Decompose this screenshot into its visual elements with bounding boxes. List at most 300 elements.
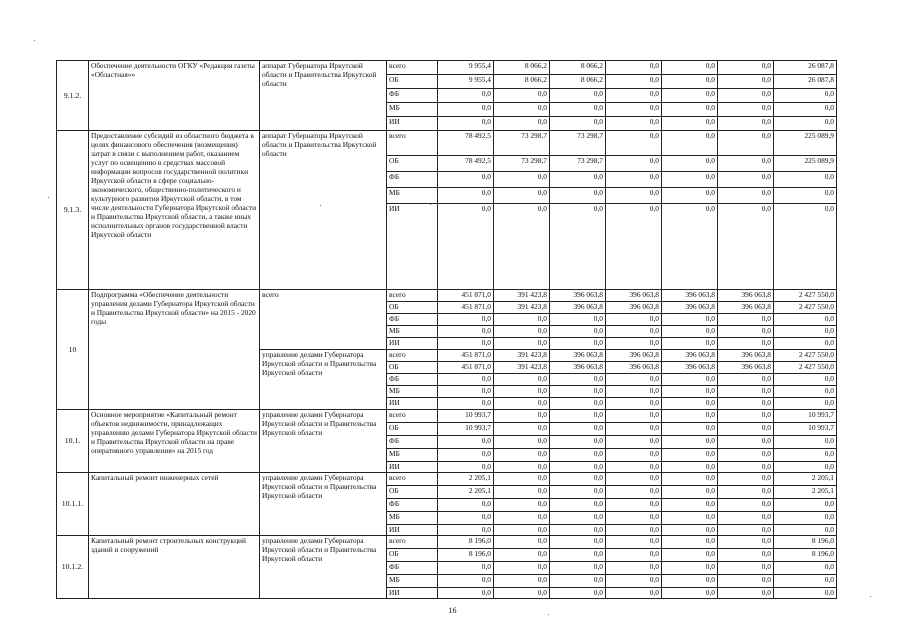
funding-source-cell: ФБ [387,499,438,512]
funding-source-cell: ОБ [387,302,438,314]
total-value-cell: 0,0 [774,314,837,326]
year-value-cell: 0,0 [662,462,718,473]
year-value-cell: 0,0 [606,549,662,562]
executor-cell: управление делами Губернатора Иркутской области и Правительства Иркутской области [260,536,387,599]
table-row [57,131,837,156]
year-value-cell: 0,0 [718,499,774,512]
total-value-cell: 0,0 [774,462,837,473]
year-value-cell: 0,0 [438,326,494,338]
row-code-cell: 9.1.3. [57,131,89,290]
year-value-cell: 0,0 [550,314,606,326]
year-value-cell: 0,0 [662,410,718,423]
year-value-cell: 0,0 [718,188,774,204]
year-value-cell: 0,0 [718,410,774,423]
year-value-cell: 0,0 [662,156,718,172]
year-value-cell: 0,0 [494,374,550,386]
funding-source-cell: МБ [387,188,438,204]
table-row [57,290,837,302]
year-value-cell: 0,0 [606,562,662,575]
year-value-cell: 0,0 [494,314,550,326]
row-name-cell: Подпрограмма «Обеспечение деятельности управления делами Губернатора Иркутской области и Правительства Иркутской области» на 2015 - 2020 годы [89,290,260,410]
year-value-cell: 0,0 [662,575,718,588]
total-value-cell: 0,0 [774,499,837,512]
year-value-cell: 0,0 [606,117,662,131]
row-code-cell: 10 [57,290,89,410]
funding-source-cell: всего [387,350,438,362]
year-value-cell: 0,0 [438,588,494,599]
year-value-cell: 396 063,8 [662,362,718,374]
page-number: 16 [448,606,457,615]
funding-source-cell: всего [387,410,438,423]
year-value-cell: 0,0 [662,473,718,486]
total-value-cell: 0,0 [774,436,837,449]
year-value-cell: 0,0 [718,172,774,188]
year-value-cell: 10 993,7 [438,410,494,423]
budget-table [56,60,837,599]
funding-source-cell: всего [387,131,438,156]
year-value-cell: 10 993,7 [438,423,494,436]
year-value-cell: 78 492,5 [438,131,494,156]
year-value-cell: 0,0 [494,462,550,473]
total-value-cell: 0,0 [774,172,837,188]
total-value-cell: 225 089,9 [774,156,837,172]
total-value-cell: 0,0 [774,188,837,204]
year-value-cell: 0,0 [606,486,662,499]
year-value-cell: 0,0 [718,61,774,75]
year-value-cell: 0,0 [438,338,494,350]
year-value-cell: 0,0 [438,103,494,117]
year-value-cell: 0,0 [662,562,718,575]
total-value-cell: 2 427 550,0 [774,362,837,374]
year-value-cell: 73 298,7 [494,156,550,172]
year-value-cell: 0,0 [718,449,774,462]
year-value-cell: 0,0 [718,204,774,290]
funding-source-cell: ОБ [387,156,438,172]
year-value-cell: 0,0 [606,314,662,326]
total-value-cell: 0,0 [774,117,837,131]
year-value-cell: 0,0 [494,473,550,486]
year-value-cell: 0,0 [662,117,718,131]
year-value-cell: 0,0 [662,512,718,525]
year-value-cell: 0,0 [718,75,774,89]
year-value-cell: 0,0 [606,103,662,117]
year-value-cell: 0,0 [718,512,774,525]
total-value-cell: 2 427 550,0 [774,350,837,362]
year-value-cell: 0,0 [718,462,774,473]
year-value-cell: 0,0 [662,549,718,562]
year-value-cell: 391 423,8 [494,362,550,374]
year-value-cell: 0,0 [718,486,774,499]
year-value-cell: 0,0 [718,473,774,486]
year-value-cell: 0,0 [718,398,774,410]
year-value-cell: 0,0 [494,536,550,549]
year-value-cell: 0,0 [718,156,774,172]
year-value-cell: 0,0 [438,117,494,131]
total-value-cell: 0,0 [774,398,837,410]
year-value-cell: 0,0 [550,374,606,386]
year-value-cell: 0,0 [438,575,494,588]
year-value-cell: 396 063,8 [662,302,718,314]
year-value-cell: 0,0 [606,156,662,172]
table-row [57,473,837,486]
year-value-cell: 396 063,8 [606,302,662,314]
year-value-cell: 0,0 [550,549,606,562]
year-value-cell: 8 066,2 [494,75,550,89]
year-value-cell: 0,0 [718,103,774,117]
year-value-cell: 8 196,0 [438,536,494,549]
total-value-cell: 0,0 [774,512,837,525]
row-name-cell: Основное мероприятие «Капитальный ремонт объектов недвижимости, принадлежащих управлению делами Губернатора Иркутской области и Правительства Иркутской области на праве оперативного управления» на 2015 год [89,410,260,473]
row-name-cell: Обеспечение деятельности ОГКУ «Редакция газеты «Областная»» [89,61,260,131]
year-value-cell: 396 063,8 [718,290,774,302]
funding-source-cell: всего [387,536,438,549]
year-value-cell: 0,0 [438,398,494,410]
year-value-cell: 0,0 [606,374,662,386]
total-value-cell: 0,0 [774,89,837,103]
year-value-cell: 0,0 [438,188,494,204]
year-value-cell: 396 063,8 [550,290,606,302]
year-value-cell: 2 205,1 [438,486,494,499]
funding-source-cell: всего [387,290,438,302]
year-value-cell: 0,0 [494,386,550,398]
total-value-cell: 10 993,7 [774,410,837,423]
year-value-cell: 0,0 [662,103,718,117]
table-row [57,536,837,549]
total-value-cell: 0,0 [774,338,837,350]
scan-speck [430,204,431,205]
year-value-cell: 0,0 [494,188,550,204]
year-value-cell: 0,0 [550,326,606,338]
year-value-cell: 396 063,8 [662,350,718,362]
year-value-cell: 0,0 [550,172,606,188]
year-value-cell: 0,0 [606,131,662,156]
year-value-cell: 0,0 [662,386,718,398]
total-value-cell: 0,0 [774,525,837,536]
funding-source-cell: ИИ [387,338,438,350]
total-value-cell: 0,0 [774,449,837,462]
year-value-cell: 0,0 [662,423,718,436]
year-value-cell: 0,0 [438,525,494,536]
year-value-cell: 451 871,0 [438,350,494,362]
year-value-cell: 0,0 [550,575,606,588]
funding-source-cell: ИИ [387,588,438,599]
year-value-cell: 0,0 [662,89,718,103]
year-value-cell: 0,0 [494,89,550,103]
year-value-cell: 0,0 [494,410,550,423]
year-value-cell: 9 955,4 [438,61,494,75]
year-value-cell: 0,0 [662,398,718,410]
row-code-cell: 10.1.1. [57,473,89,536]
year-value-cell: 391 423,8 [494,302,550,314]
funding-source-cell: МБ [387,386,438,398]
total-value-cell: 26 087,8 [774,61,837,75]
row-code-cell: 10.1. [57,410,89,473]
executor-cell: управление делами Губернатора Иркутской области и Правительства Иркутской области [260,473,387,536]
scan-speck [34,40,35,41]
year-value-cell: 0,0 [662,486,718,499]
row-code-cell: 10.1.2. [57,536,89,599]
year-value-cell: 0,0 [438,374,494,386]
year-value-cell: 0,0 [494,103,550,117]
funding-source-cell: ОБ [387,423,438,436]
funding-source-cell: всего [387,473,438,486]
year-value-cell: 0,0 [606,525,662,536]
year-value-cell: 0,0 [662,499,718,512]
year-value-cell: 0,0 [494,338,550,350]
year-value-cell: 0,0 [718,386,774,398]
year-value-cell: 396 063,8 [718,362,774,374]
year-value-cell: 0,0 [494,117,550,131]
year-value-cell: 396 063,8 [606,350,662,362]
row-name-cell: Предоставление субсидий из областного бюджета в целях финансового обеспечения (возмещения) затрат в связи с выполнением работ, оказанием услуг по освещению в средствах массовой информации вопросов государственной политики Иркутской области в сфере социально-экономического, общественно-политического и культурного развития Иркутской области, в том числе деятельности Губернатора Иркутской области и Правительства Иркутской области, а также иных исполнительных органов государственной власти Иркутской области [89,131,260,290]
year-value-cell: 0,0 [606,423,662,436]
year-value-cell: 0,0 [494,575,550,588]
year-value-cell: 0,0 [550,423,606,436]
year-value-cell: 0,0 [494,436,550,449]
year-value-cell: 8 196,0 [438,549,494,562]
year-value-cell: 0,0 [718,131,774,156]
year-value-cell: 0,0 [718,436,774,449]
year-value-cell: 0,0 [438,512,494,525]
year-value-cell: 0,0 [550,386,606,398]
funding-source-cell: ОБ [387,486,438,499]
year-value-cell: 396 063,8 [550,362,606,374]
year-value-cell: 9 955,4 [438,75,494,89]
year-value-cell: 73 298,7 [550,131,606,156]
year-value-cell: 0,0 [606,462,662,473]
year-value-cell: 0,0 [550,562,606,575]
year-value-cell: 0,0 [494,588,550,599]
year-value-cell: 73 298,7 [494,131,550,156]
year-value-cell: 0,0 [718,588,774,599]
year-value-cell: 0,0 [494,449,550,462]
year-value-cell: 0,0 [606,436,662,449]
year-value-cell: 0,0 [550,499,606,512]
year-value-cell: 0,0 [438,314,494,326]
year-value-cell: 396 063,8 [662,290,718,302]
year-value-cell: 2 205,1 [438,473,494,486]
year-value-cell: 451 871,0 [438,302,494,314]
funding-source-cell: ФБ [387,436,438,449]
funding-source-cell: ФБ [387,89,438,103]
year-value-cell: 0,0 [662,172,718,188]
year-value-cell: 0,0 [718,117,774,131]
year-value-cell: 0,0 [718,549,774,562]
year-value-cell: 0,0 [718,326,774,338]
year-value-cell: 0,0 [438,449,494,462]
funding-source-cell: ИИ [387,398,438,410]
year-value-cell: 0,0 [438,204,494,290]
scan-speck [320,205,321,206]
year-value-cell: 0,0 [550,486,606,499]
year-value-cell: 0,0 [718,575,774,588]
row-code-cell: 9.1.2. [57,61,89,131]
year-value-cell: 0,0 [718,314,774,326]
funding-source-cell: ФБ [387,562,438,575]
year-value-cell: 0,0 [438,562,494,575]
year-value-cell: 0,0 [718,562,774,575]
year-value-cell: 0,0 [494,525,550,536]
executor-cell: аппарат Губернатора Иркутской области и Правительства Иркутской области [260,61,387,131]
year-value-cell: 0,0 [662,314,718,326]
funding-source-cell: ОБ [387,75,438,89]
funding-source-cell: ОБ [387,362,438,374]
year-value-cell: 0,0 [550,588,606,599]
total-value-cell: 2 205,1 [774,473,837,486]
total-value-cell: 0,0 [774,326,837,338]
year-value-cell: 0,0 [662,204,718,290]
year-value-cell: 0,0 [606,204,662,290]
total-value-cell: 0,0 [774,204,837,290]
year-value-cell: 0,0 [438,462,494,473]
funding-source-cell: ИИ [387,462,438,473]
funding-source-cell: МБ [387,449,438,462]
total-value-cell: 225 089,9 [774,131,837,156]
year-value-cell: 0,0 [438,172,494,188]
year-value-cell: 0,0 [662,61,718,75]
year-value-cell: 396 063,8 [718,302,774,314]
year-value-cell: 73 298,7 [550,156,606,172]
year-value-cell: 0,0 [438,89,494,103]
funding-source-cell: МБ [387,103,438,117]
year-value-cell: 0,0 [606,75,662,89]
year-value-cell: 0,0 [606,410,662,423]
funding-source-cell: МБ [387,512,438,525]
year-value-cell: 0,0 [494,512,550,525]
year-value-cell: 0,0 [662,131,718,156]
executor-cell: управление делами Губернатора Иркутской области и Правительства Иркутской области [260,350,387,410]
funding-source-cell: всего [387,61,438,75]
year-value-cell: 0,0 [718,374,774,386]
year-value-cell: 0,0 [606,188,662,204]
year-value-cell: 0,0 [494,486,550,499]
total-value-cell: 0,0 [774,103,837,117]
year-value-cell: 0,0 [550,89,606,103]
year-value-cell: 0,0 [550,204,606,290]
year-value-cell: 0,0 [494,172,550,188]
year-value-cell: 0,0 [550,398,606,410]
year-value-cell: 0,0 [550,525,606,536]
year-value-cell: 0,0 [662,188,718,204]
year-value-cell: 0,0 [550,117,606,131]
funding-source-cell: ФБ [387,172,438,188]
funding-source-cell: МБ [387,326,438,338]
year-value-cell: 0,0 [494,499,550,512]
year-value-cell: 0,0 [662,436,718,449]
year-value-cell: 396 063,8 [718,350,774,362]
year-value-cell: 0,0 [662,75,718,89]
total-value-cell: 0,0 [774,575,837,588]
year-value-cell: 0,0 [718,423,774,436]
total-value-cell: 2 205,1 [774,486,837,499]
year-value-cell: 8 066,2 [494,61,550,75]
year-value-cell: 0,0 [438,499,494,512]
funding-source-cell: ИИ [387,117,438,131]
year-value-cell: 0,0 [550,410,606,423]
year-value-cell: 0,0 [606,338,662,350]
executor-cell: всего [260,290,387,350]
total-value-cell: 0,0 [774,562,837,575]
year-value-cell: 0,0 [606,588,662,599]
total-value-cell: 10 993,7 [774,423,837,436]
funding-source-cell: ФБ [387,314,438,326]
total-value-cell: 26 087,8 [774,75,837,89]
year-value-cell: 0,0 [550,449,606,462]
year-value-cell: 78 492,5 [438,156,494,172]
year-value-cell: 396 063,8 [606,362,662,374]
year-value-cell: 0,0 [606,512,662,525]
year-value-cell: 0,0 [494,562,550,575]
year-value-cell: 0,0 [606,449,662,462]
year-value-cell: 0,0 [606,89,662,103]
year-value-cell: 391 423,8 [494,290,550,302]
year-value-cell: 8 066,2 [550,75,606,89]
year-value-cell: 0,0 [662,449,718,462]
year-value-cell: 0,0 [606,326,662,338]
year-value-cell: 0,0 [718,338,774,350]
year-value-cell: 0,0 [550,462,606,473]
year-value-cell: 0,0 [550,473,606,486]
funding-source-cell: ФБ [387,374,438,386]
table-row [57,61,837,75]
year-value-cell: 0,0 [494,398,550,410]
year-value-cell: 451 871,0 [438,290,494,302]
year-value-cell: 0,0 [550,536,606,549]
funding-source-cell: ИИ [387,204,438,290]
year-value-cell: 8 066,2 [550,61,606,75]
total-value-cell: 8 196,0 [774,549,837,562]
year-value-cell: 0,0 [662,326,718,338]
total-value-cell: 0,0 [774,588,837,599]
table-row [57,410,837,423]
total-value-cell: 2 427 550,0 [774,302,837,314]
total-value-cell: 2 427 550,0 [774,290,837,302]
executor-cell: аппарат Губернатора Иркутской области и Правительства Иркутской области [260,131,387,290]
total-value-cell: 8 196,0 [774,536,837,549]
year-value-cell: 0,0 [550,188,606,204]
year-value-cell: 0,0 [606,473,662,486]
year-value-cell: 0,0 [494,326,550,338]
total-value-cell: 0,0 [774,386,837,398]
year-value-cell: 0,0 [662,374,718,386]
year-value-cell: 0,0 [438,436,494,449]
year-value-cell: 0,0 [494,204,550,290]
total-value-cell: 0,0 [774,374,837,386]
year-value-cell: 0,0 [550,512,606,525]
year-value-cell: 396 063,8 [550,302,606,314]
year-value-cell: 0,0 [662,588,718,599]
year-value-cell: 0,0 [550,436,606,449]
year-value-cell: 0,0 [718,89,774,103]
year-value-cell: 396 063,8 [550,350,606,362]
year-value-cell: 0,0 [494,549,550,562]
year-value-cell: 0,0 [606,61,662,75]
year-value-cell: 0,0 [606,575,662,588]
year-value-cell: 0,0 [606,172,662,188]
year-value-cell: 0,0 [662,525,718,536]
row-name-cell: Капитальный ремонт строительных конструкций зданий и сооружений [89,536,260,599]
scan-speck [548,614,549,615]
year-value-cell: 396 063,8 [606,290,662,302]
funding-source-cell: ОБ [387,549,438,562]
year-value-cell: 0,0 [494,423,550,436]
executor-cell: управление делами Губернатора Иркутской области и Правительства Иркутской области [260,410,387,473]
year-value-cell: 0,0 [550,338,606,350]
row-name-cell: Капитальный ремонт инженерных сетей [89,473,260,536]
scan-speck [870,596,871,597]
funding-source-cell: МБ [387,575,438,588]
funding-source-cell: ИИ [387,525,438,536]
